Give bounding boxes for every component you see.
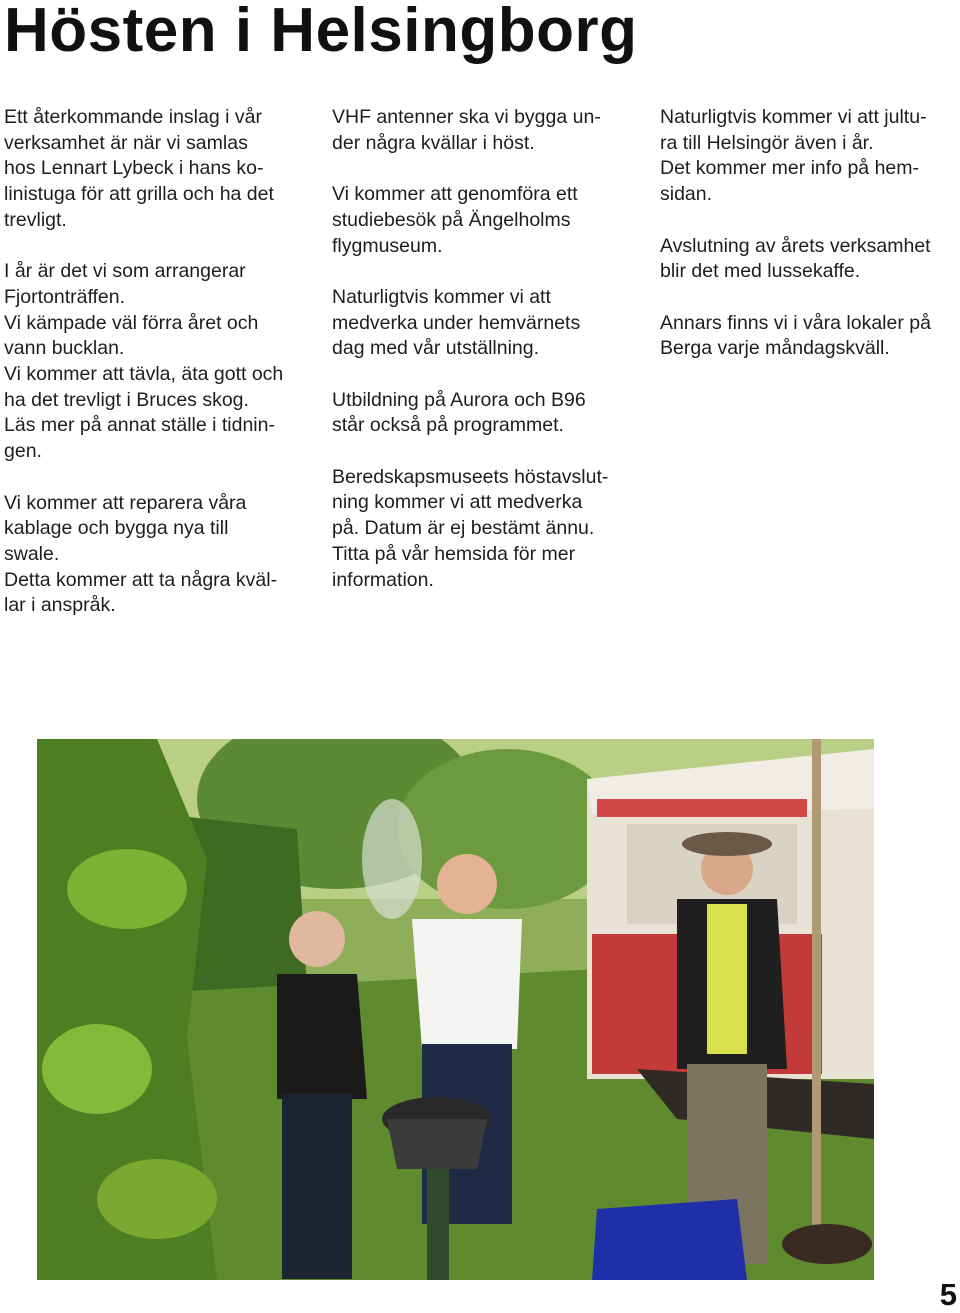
text-line: studiebesök på Ängelholms	[332, 208, 571, 231]
text-line: flygmuseum.	[332, 234, 443, 257]
text-line: Vi kommer att tävla, äta gott och	[4, 363, 284, 386]
text-line: lar i anspråk.	[4, 594, 116, 617]
text-line: trevligt.	[4, 208, 67, 231]
text-line: swale.	[4, 542, 60, 565]
text-line: information.	[332, 568, 434, 591]
text-line: Vi kommer att reparera våra	[4, 491, 247, 514]
text-line: dag med vår utställning.	[332, 337, 540, 360]
barbecue-photo	[37, 739, 874, 1280]
paragraph	[332, 182, 644, 259]
text-line: Läs mer på annat ställe i tidnin-	[4, 414, 275, 437]
text-line: kablage och bygga nya till	[4, 517, 229, 540]
paragraph	[332, 388, 644, 439]
paragraph	[4, 259, 316, 465]
text-column-1	[4, 105, 316, 645]
paragraph	[660, 311, 960, 362]
paragraph	[332, 105, 644, 156]
text-line: Avslutning av årets verksamhet	[660, 234, 931, 257]
text-line: Vi kämpade väl förra året och	[4, 311, 259, 334]
text-line: der några kvällar i höst.	[332, 131, 535, 154]
page-number: 5	[939, 1277, 957, 1312]
text-line: I år är det vi som arrangerar	[4, 260, 246, 283]
barbecue-photo-illustration	[37, 739, 874, 1280]
paragraph	[4, 105, 316, 234]
text-line: VHF antenner ska vi bygga un-	[332, 106, 601, 128]
text-line: Vi kommer att genomföra ett	[332, 183, 578, 206]
text-line: står också på programmet.	[332, 414, 564, 437]
text-line: gen.	[4, 440, 42, 463]
text-line: ha det trevligt i Bruces skog.	[4, 388, 249, 411]
text-column-3	[660, 105, 960, 388]
text-line: Detta kommer att ta några kväl-	[4, 568, 278, 591]
text-line: Beredskapsmuseets höstavslut-	[332, 465, 609, 488]
text-line: Annars finns vi i våra lokaler på	[660, 311, 931, 334]
text-line: ning kommer vi att medverka	[332, 491, 583, 514]
text-line: Fjortonträffen.	[4, 285, 126, 308]
text-line: Berga varje måndagskväll.	[660, 337, 890, 360]
text-line: sidan.	[660, 183, 713, 206]
text-line: hos Lennart Lybeck i hans ko-	[4, 157, 264, 180]
text-line: på. Datum är ej bestämt ännu.	[332, 517, 595, 540]
text-line: Naturligtvis kommer vi att jultu-	[660, 106, 927, 128]
paragraph	[4, 491, 316, 620]
text-line: verksamhet är när vi samlas	[4, 131, 248, 154]
text-line: Titta på vår hemsida för mer	[332, 542, 576, 565]
paragraph	[660, 234, 960, 285]
text-line: vann bucklan.	[4, 337, 125, 360]
paragraph	[660, 105, 960, 208]
text-line: Naturligtvis kommer vi att	[332, 285, 551, 308]
text-line: medverka under hemvärnets	[332, 311, 581, 334]
text-line: Ett återkommande inslag i vår	[4, 106, 262, 128]
paragraph	[332, 465, 644, 594]
paragraph	[332, 285, 644, 362]
text-column-2	[332, 105, 644, 619]
text-line: ra till Helsingör även i år.	[660, 131, 874, 154]
text-line: linistuga för att grilla och ha det	[4, 183, 274, 206]
text-line: Utbildning på Aurora och B96	[332, 388, 586, 411]
page-title: Hösten i Helsingborg	[4, 0, 638, 65]
text-line: blir det med lussekaffe.	[660, 260, 861, 283]
text-line: Det kommer mer info på hem-	[660, 157, 919, 180]
